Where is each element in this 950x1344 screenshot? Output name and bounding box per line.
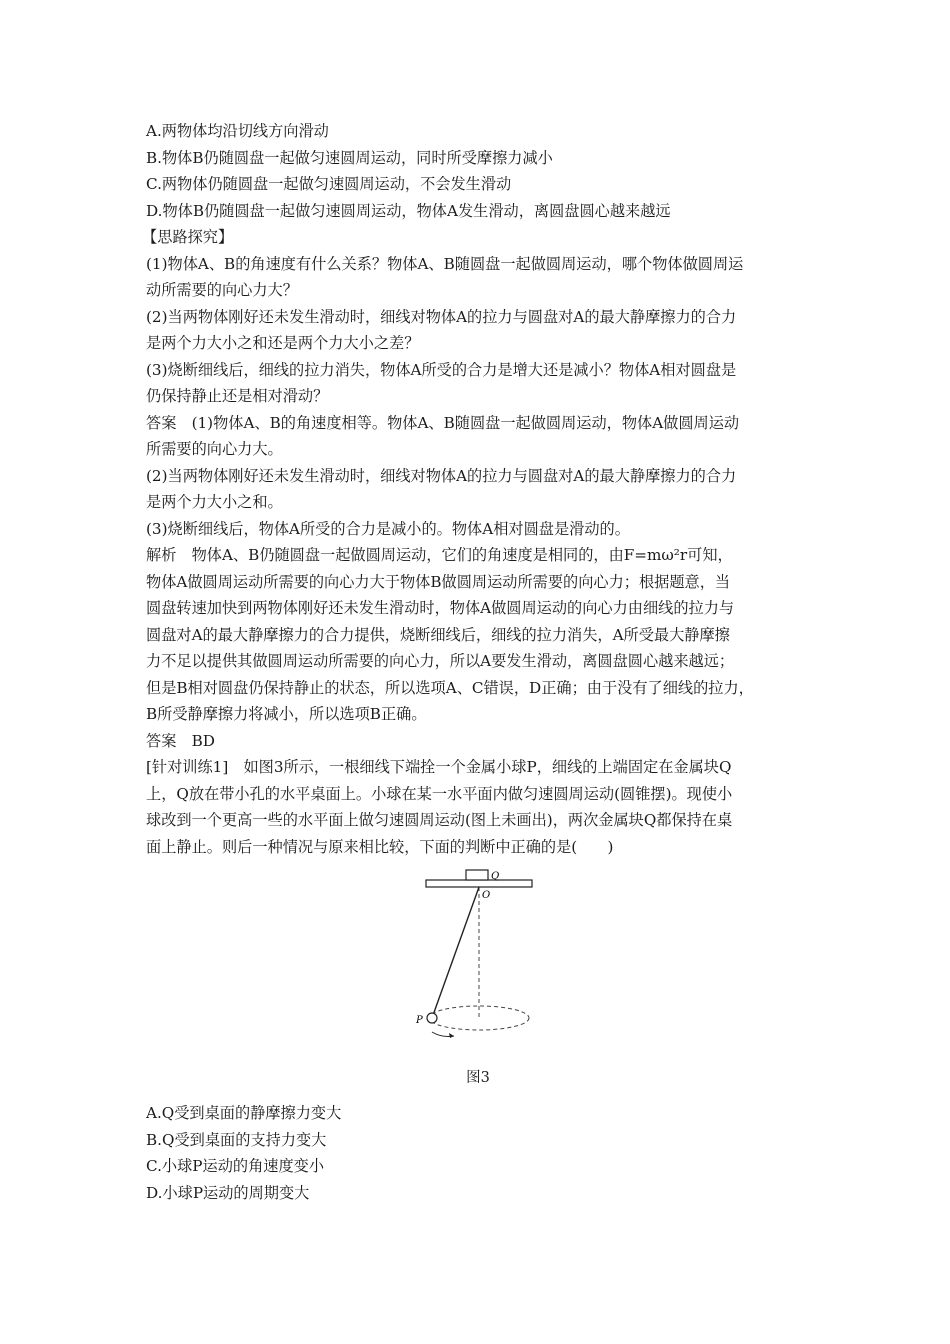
training-option-c: C.小球P运动的角速度变小 [146,1157,325,1175]
answer-line: 是两个力大小之和。 [146,493,283,511]
thinking-line: (3)烧断细线后，细线的拉力消失，物体A所受的合力是增大还是减小？物体A相对圆盘是 [146,360,737,379]
label-q: Q [491,871,500,882]
block-q [466,870,488,880]
question-options [146,118,810,224]
option-a: A.两物体均沿切线方向滑动 [146,122,329,140]
final-answer: 答案 BD [146,731,215,750]
thinking-line: 是两个力大小之和还是两个力大小之差？ [146,334,420,352]
training-options [146,1100,810,1206]
ball-p [427,1013,437,1023]
training-option-a: A.Q受到桌面的静摩擦力变大 [146,1104,342,1122]
label-p: P [416,1015,423,1026]
figure-caption: 图3 [466,1070,490,1086]
answer-line: 答案 (1)物体A、B的角速度相等。物体A、B随圆盘一起做圆周运动，物体A做圆周运动 [146,413,740,432]
analysis-line: 圆盘对A的最大静摩擦力的合力提供，烧断细线后，细线的拉力消失，A所受最大静摩擦 [146,625,730,644]
analysis-line: 解析 物体A、B仍随圆盘一起做圆周运动，它们的角速度是相同的，由F=mω²r可知， [146,546,733,564]
analysis-line: 但是B相对圆盘仍保持静止的状态，所以选项A、C错误，D正确；由于没有了细线的拉力， [146,678,754,697]
table-surface [426,880,532,887]
training-line: 球改到一个更高一些的水平面上做匀速圆周运动(图上未画出)，两次金属块Q都保持在桌 [146,811,733,829]
analysis-line: 圆盘转速加快到两物体刚好还未发生滑动时，物体A做圆周运动的向心力由细线的拉力与 [146,599,735,617]
thinking-line: 仍保持静止还是相对滑动？ [146,387,329,405]
answer-block [146,410,810,543]
training-option-b: B.Q受到桌面的支持力变大 [146,1130,327,1149]
thinking-line: (1)物体A、B的角速度有什么关系？物体A、B随圆盘一起做圆周运动，哪个物体做圆周运 [146,254,744,273]
training-option-d: D.小球P运动的周期变大 [146,1183,310,1202]
conical-pendulum-figure [146,866,810,1062]
thinking-line: 动所需要的向心力大？ [146,281,298,299]
analysis-line: 力不足以提供其做圆周运动所需要的向心力，所以A要发生滑动，离圆盘圆心越来越远； [146,652,735,670]
pendulum-diagram [418,866,548,1062]
document-page [142,118,810,1206]
arrow-head [449,1033,454,1038]
string [432,887,479,1018]
answer-line: (2)当两物体刚好还未发生滑动时，细线对物体A的拉力与圆盘对A的最大静摩擦力的合力 [146,466,737,485]
answer-line: (3)烧断细线后，物体A所受的合力是减小的。物体A相对圆盘是滑动的。 [146,519,630,538]
option-b: B.物体B仍随圆盘一起做匀速圆周运动，同时所受摩擦力减小 [146,148,553,167]
training-question [146,754,810,860]
analysis-line: 物体A做圆周运动所需要的向心力大于物体B做圆周运动所需要的向心力；根据题意，当 [146,572,731,591]
label-o: O [482,890,491,901]
analysis-block [146,542,810,728]
option-c: C.两物体仍随圆盘一起做匀速圆周运动，不会发生滑动 [146,175,512,193]
analysis-line: B所受静摩擦力将减小，所以选项B正确。 [146,705,427,723]
answer-line: 所需要的向心力大。 [146,440,283,458]
thinking-line: (2)当两物体刚好还未发生滑动时，细线对物体A的拉力与圆盘对A的最大静摩擦力的合力 [146,307,737,326]
training-line: 面上静止。则后一种情况与原来相比较，下面的判断中正确的是( ) [146,837,614,856]
option-d: D.物体B仍随圆盘一起做匀速圆周运动，物体A发生滑动，离圆盘圆心越来越远 [146,201,671,220]
thinking-questions [146,251,810,410]
training-line: [针对训练1] 如图3所示，一根细线下端拴一个金属小球P，细线的上端固定在金属块Q [146,758,732,776]
training-line: 上，Q放在带小孔的水平桌面上。小球在某一水平面内做匀速圆周运动(圆锥摆)。现使小 [146,784,733,803]
thinking-heading: 【思路探究】 [142,228,234,246]
